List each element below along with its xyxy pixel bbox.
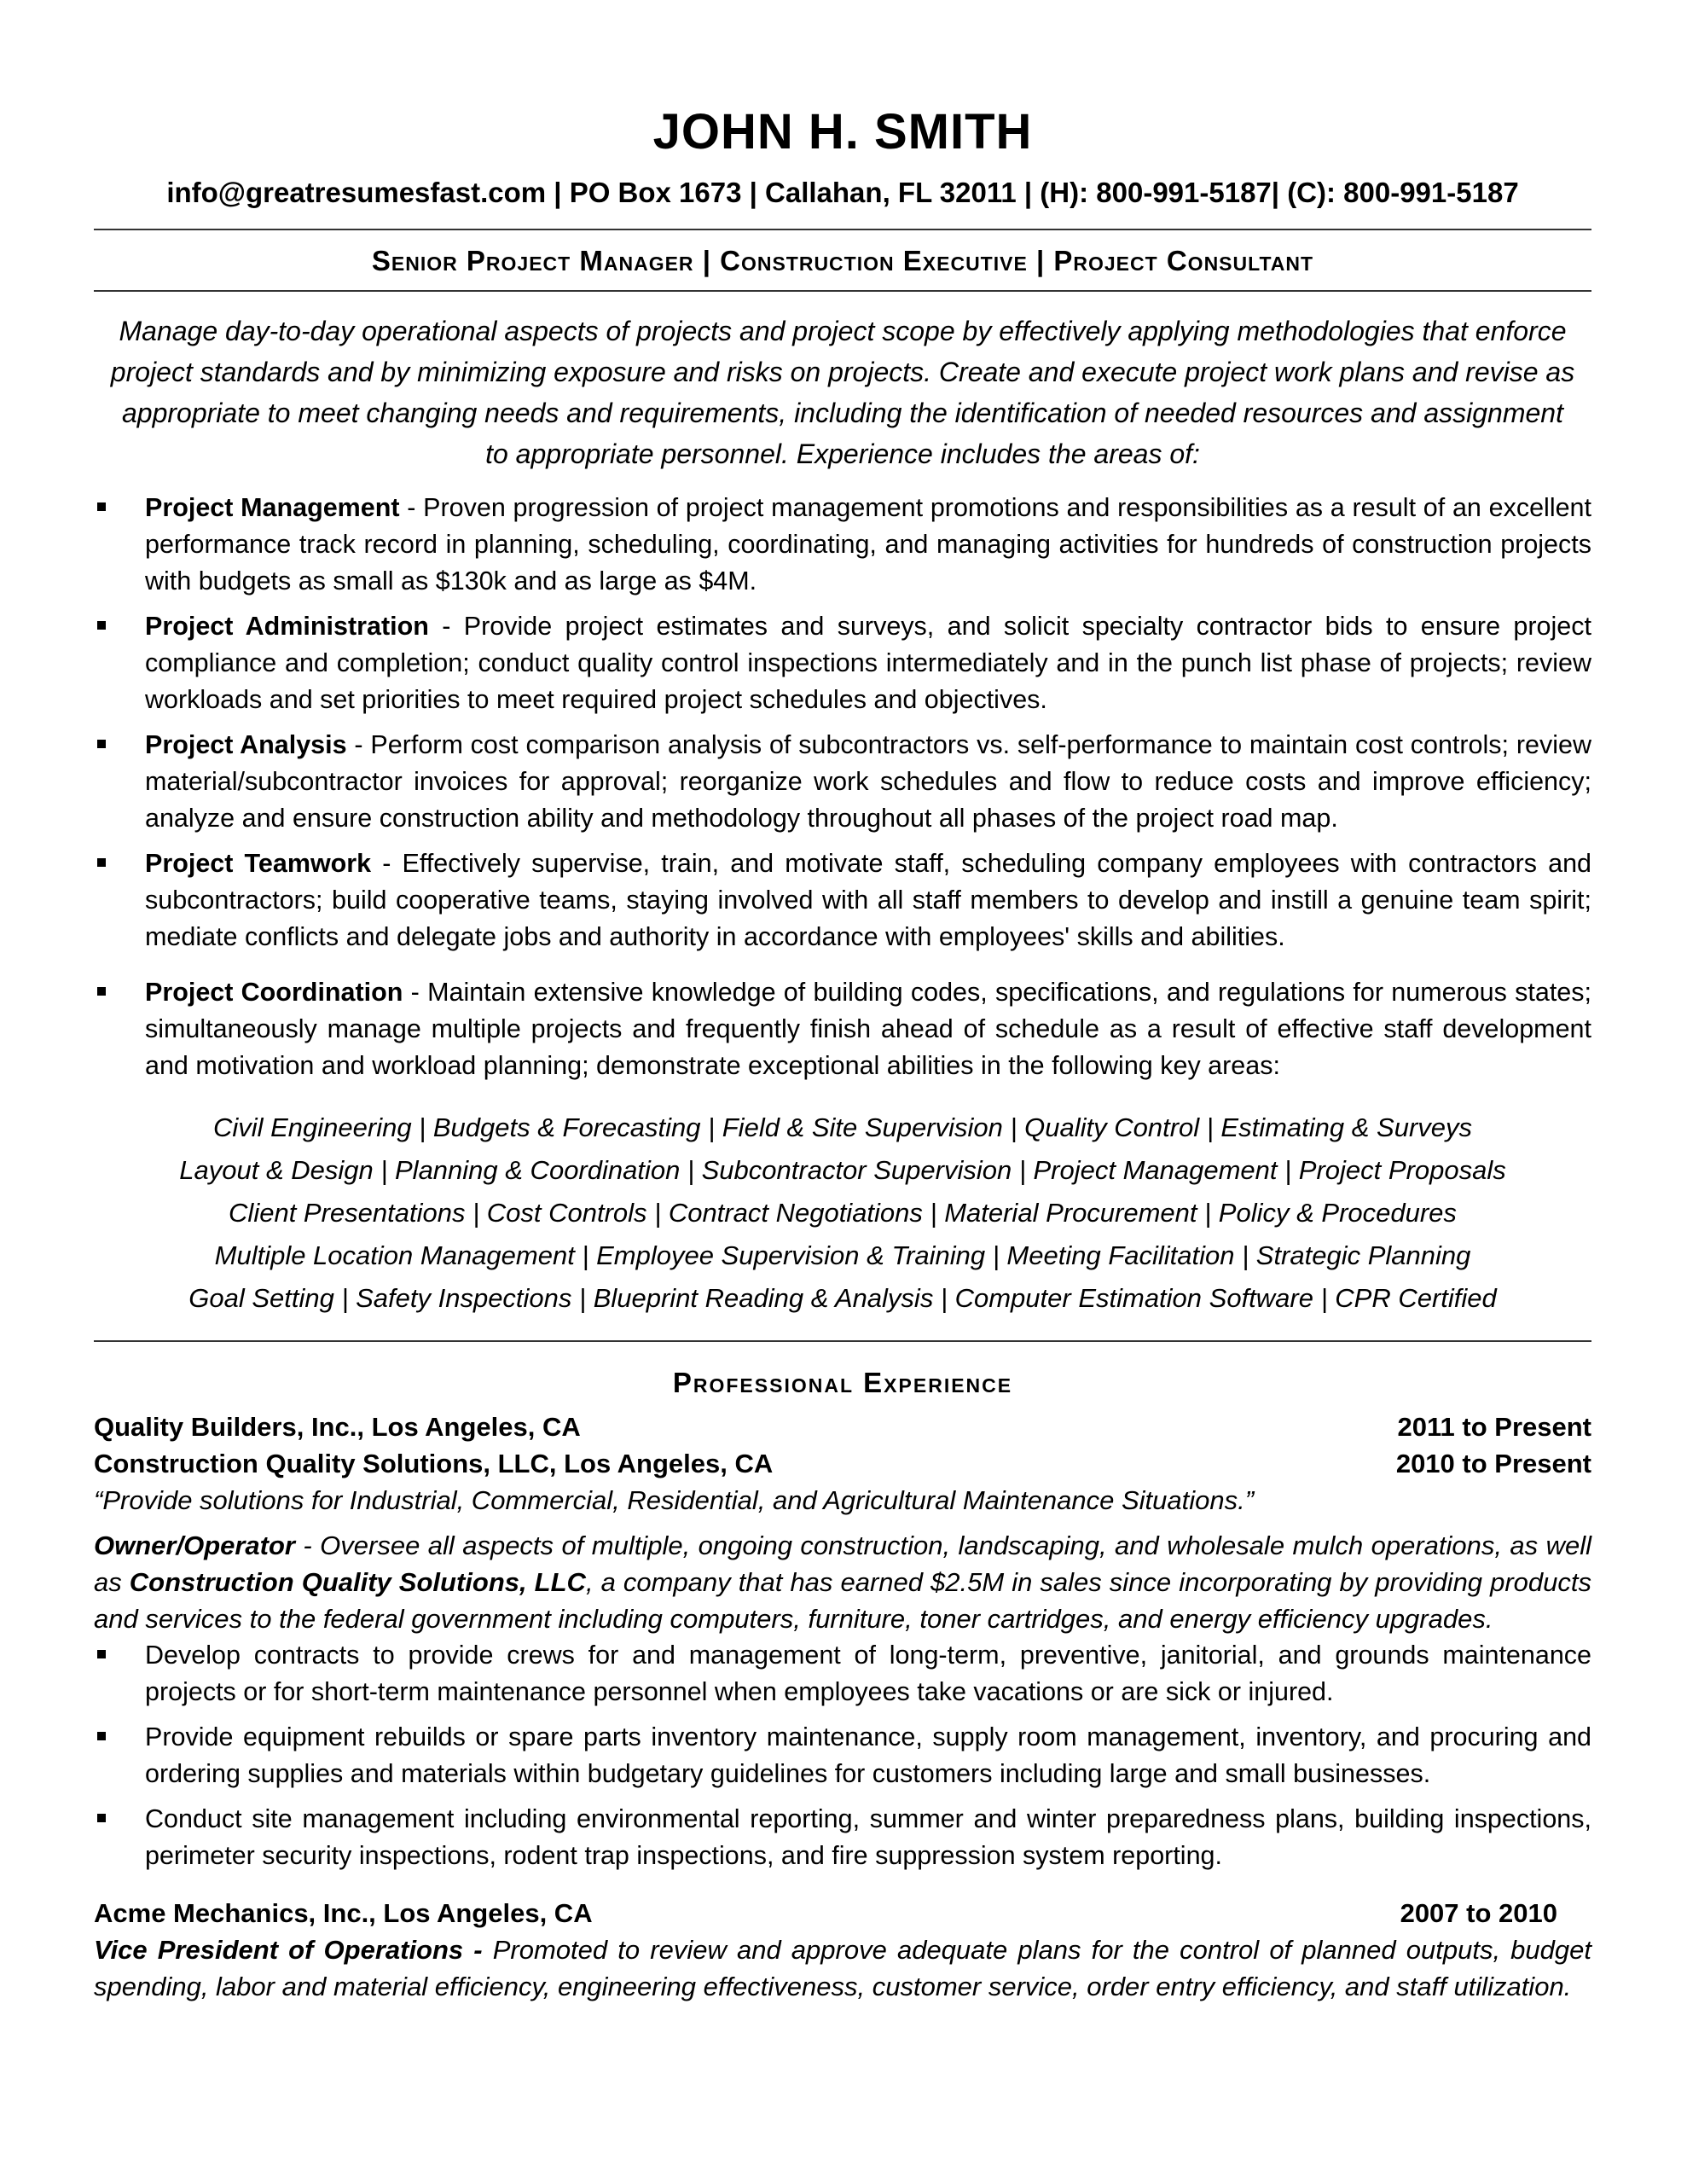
- list-item: [94, 727, 1591, 837]
- job-dates: 2011 to Present: [1397, 1412, 1591, 1442]
- job-header: [94, 1409, 1591, 1445]
- bullet-square-icon: [97, 987, 106, 996]
- company-tagline: “Provide solutions for Industrial, Commercial, Residential, and Agricultural Maintenance Situations.”: [94, 1485, 1255, 1515]
- job-header: [94, 1895, 1591, 1931]
- skills-line: Client Presentations | Cost Controls | Contract Negotiations | Material Procurement | Policy & Procedures: [229, 1198, 1457, 1228]
- list-item: [94, 845, 1591, 956]
- bullet-text: Develop contracts to provide crews for and management of long-term, preventive, janitorial, and grounds maintenance projects or for short-term maintenance personnel when employees take vacations or are sick or injured.: [145, 1641, 1591, 1706]
- summary-paragraph: Manage day-to-day operational aspects of projects and project scope by effectively applying methodologies that enforce project standards and by minimizing exposure and risks on projects. Create and execute project work plans and revise as appropriate to meet changing needs and requirements, including the identification of needed resources and assignment to appropriate personnel. Experience includes the areas of:: [110, 316, 1575, 469]
- role-description: [94, 1527, 1591, 1637]
- bullet-text: Provide equipment rebuilds or spare parts inventory maintenance, supply room management, inventory, and procuring and ordering supplies and materials within budgetary guidelines for customers including large and small businesses.: [145, 1722, 1591, 1788]
- area-label: Project Administration: [145, 612, 429, 641]
- area-text: - Effectively supervise, train, and motivate staff, scheduling company employees with contractors and subcontractors; build cooperative teams, staying involved with all staff members to develop and instill a genuine team spirit; mediate conflicts and delegate jobs and authority in accordance with employees' skills and abilities.: [145, 849, 1591, 951]
- area-label: Project Analysis: [145, 730, 347, 759]
- candidate-name: JOHN H. SMITH: [652, 104, 1033, 160]
- area-text: - Proven progression of project management promotions and responsibilities as a result of an excellent performance track record in planning, scheduling, coordinating, and managing activities for hundreds of construction projects with budgets as small as $130k and as large as $4M.: [145, 493, 1591, 595]
- bullet-square-icon: [97, 858, 106, 867]
- job-bullets: [94, 1637, 1591, 1874]
- list-item: [94, 490, 1591, 600]
- area-text: - Perform cost comparison analysis of subcontractors vs. self-performance to maintain cost controls; review material/subcontractor invoices for approval; reorganize work schedules and flow to reduce costs and improve efficiency; analyze and ensure construction ability and methodology throughout all phases of the project road map.: [145, 730, 1591, 833]
- areas-list: [94, 490, 1591, 1084]
- professional-titles: Senior Project Manager | Construction Executive | Project Consultant: [371, 245, 1314, 276]
- job-header: [94, 1445, 1591, 1482]
- spacer: [94, 1883, 1591, 1895]
- resume-page: [94, 102, 1591, 2005]
- bullet-square-icon: [97, 621, 106, 630]
- role-text: - Oversee all aspects of multiple, ongoing construction, landscaping, and wholesale mulch operations, as well as: [94, 1531, 1591, 1597]
- role-title: Vice President of Operations -: [94, 1935, 483, 1965]
- company-name: Acme Mechanics, Inc., Los Angeles, CA: [94, 1898, 593, 1928]
- company-name: Construction Quality Solutions, LLC, Los Angeles, CA: [94, 1449, 774, 1478]
- contact-line: info@greatresumesfast.com | PO Box 1673 | Callahan, FL 32011 | (H): 800-991-5187| (C): 800-991-5187: [166, 177, 1519, 208]
- skills-line: Civil Engineering | Budgets & Forecasting | Field & Site Supervision | Quality Control | Estimating & Surveys: [212, 1112, 1473, 1142]
- company-name: Quality Builders, Inc., Los Angeles, CA: [94, 1412, 581, 1442]
- area-label: Project Teamwork: [145, 849, 372, 878]
- skills-line: Layout & Design | Planning & Coordination | Subcontractor Supervision | Project Management | Project Proposals: [179, 1155, 1506, 1185]
- bullet-square-icon: [97, 1650, 106, 1658]
- skills-line: Multiple Location Management | Employee Supervision & Training | Meeting Facilitation | Strategic Planning: [214, 1240, 1471, 1270]
- role-text: Promoted to review and approve adequate plans for the control of planned outputs, budget spending, labor and material efficiency, engineering effectiveness, customer service, order entry efficiency, and staff utilization.: [94, 1935, 1591, 2001]
- divider: [94, 290, 1591, 292]
- area-label: Project Coordination: [145, 978, 403, 1007]
- skills-line: Goal Setting | Safety Inspections | Blueprint Reading & Analysis | Computer Estimation Software | CPR Certified: [188, 1283, 1497, 1313]
- list-item: [94, 974, 1591, 1084]
- job-dates: 2010 to Present: [1395, 1449, 1591, 1478]
- section-title-experience: Professional Experience: [672, 1367, 1013, 1398]
- role-company-highlight: Construction Quality Solutions, LLC: [129, 1567, 586, 1597]
- bullet-text: Conduct site management including environmental reporting, summer and winter preparedness plans, building inspections, perimeter security inspections, rodent trap inspections, and fire suppression system reporting.: [145, 1804, 1591, 1870]
- bullet-square-icon: [97, 1732, 106, 1740]
- role-text: , a company that has earned $2.5M in sales since incorporating by providing products and services to the federal government including computers, furniture, toner cartridges, and energy efficiency upgrades.: [94, 1567, 1591, 1634]
- bullet-square-icon: [97, 740, 106, 748]
- list-item: [94, 1801, 1591, 1874]
- list-item: [94, 608, 1591, 718]
- divider: [94, 1340, 1591, 1342]
- bullet-square-icon: [97, 502, 106, 511]
- key-skills: [94, 1107, 1591, 1320]
- area-label: Project Management: [145, 493, 400, 522]
- job-dates: 2007 to 2010: [1400, 1898, 1557, 1928]
- bullet-square-icon: [97, 1814, 106, 1822]
- role-description: [94, 1931, 1591, 2005]
- area-text: - Maintain extensive knowledge of building codes, specifications, and regulations for numerous states; simultaneously manage multiple projects and frequently finish ahead of schedule as a result of effective staff development and motivation and workload planning; demonstrate exceptional abilities in the following key areas:: [145, 978, 1591, 1080]
- list-item: [94, 1719, 1591, 1792]
- list-item: [94, 1637, 1591, 1711]
- role-title: Owner/Operator: [94, 1531, 295, 1560]
- area-text: - Provide project estimates and surveys, and solicit specialty contractor bids to ensure project compliance and completion; conduct quality control inspections intermediately and in the punch list phase of projects; review workloads and set priorities to meet required project schedules and objectives.: [145, 612, 1591, 714]
